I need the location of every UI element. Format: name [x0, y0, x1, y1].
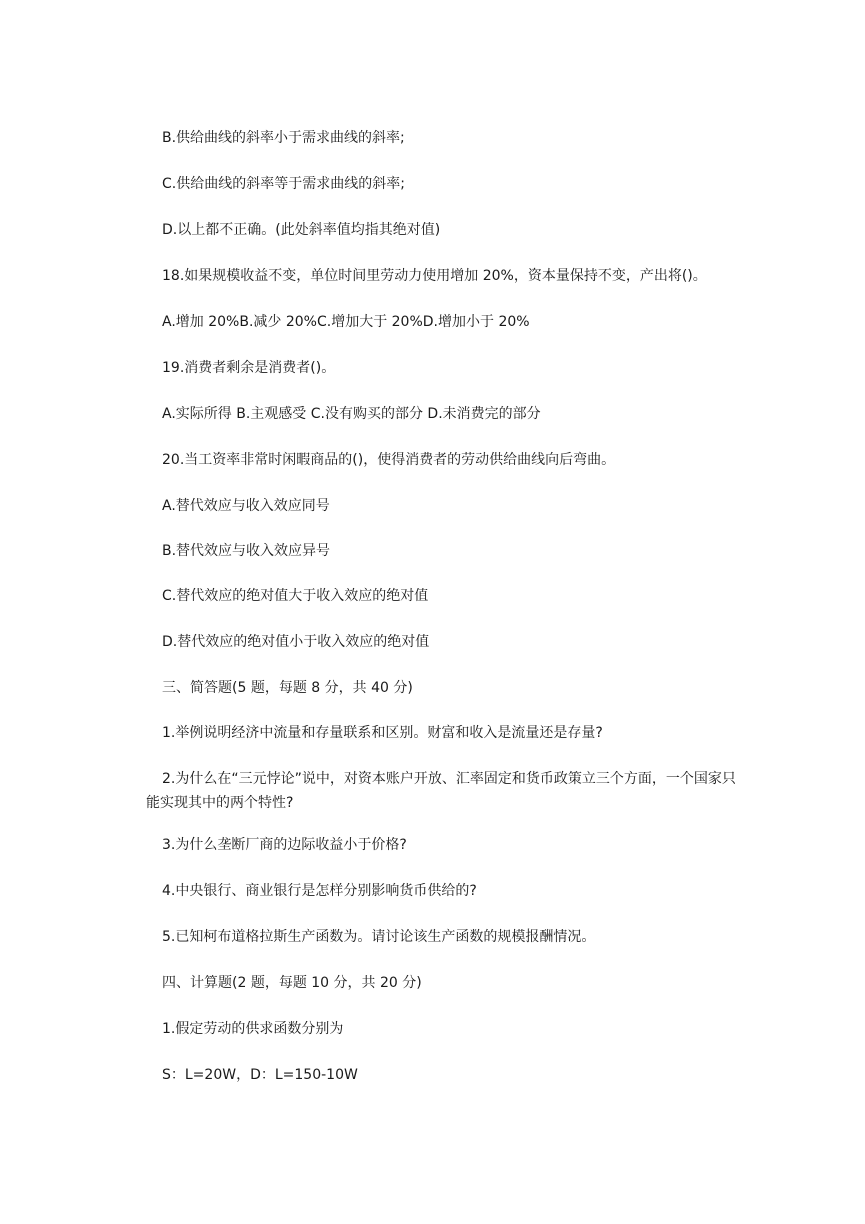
section-4-heading: 四、计算题(2 题，每题 10 分，共 20 分)	[162, 975, 422, 991]
question-20-option-d: D.替代效应的绝对值小于收入效应的绝对值	[162, 634, 430, 650]
question-19: 19.消费者剩余是消费者()。	[162, 360, 336, 376]
question-19-options: A.实际所得 B.主观感受 C.没有购买的部分 D.未消费完的部分	[162, 406, 541, 422]
question-20: 20.当工资率非常时闲暇商品的()，使得消费者的劳动供给曲线向后弯曲。	[162, 452, 616, 468]
option-b-supply-slope-less: B.供给曲线的斜率小于需求曲线的斜率;	[162, 130, 405, 146]
section-3-heading: 三、简答题(5 题，每题 8 分，共 40 分)	[162, 680, 413, 696]
short-answer-5: 5.已知柯布道格拉斯生产函数为。请讨论该生产函数的规模报酬情况。	[162, 929, 596, 945]
question-18: 18.如果规模收益不变，单位时间里劳动力使用增加 20%，资本量保持不变，产出将()。	[162, 268, 707, 284]
short-answer-3: 3.为什么垄断厂商的边际收益小于价格?	[162, 837, 407, 853]
calculation-1: 1.假定劳动的供求函数分别为	[162, 1021, 344, 1037]
short-answer-4: 4.中央银行、商业银行是怎样分别影响货币供给的?	[162, 883, 477, 899]
supply-demand-functions: S：L=20W，D：L=150-10W	[162, 1067, 358, 1083]
question-20-option-c: C.替代效应的绝对值大于收入效应的绝对值	[162, 588, 429, 604]
short-answer-2: 2.为什么在“三元悖论”说中，对资本账户开放、汇率固定和货币政策立三个方面，一个国家只能实现其中的两个特性?	[146, 771, 736, 811]
short-answer-1: 1.举例说明经济中流量和存量联系和区别。财富和收入是流量还是存量?	[162, 725, 603, 741]
question-18-options: A.增加 20%B.减少 20%C.增加大于 20%D.增加小于 20%	[162, 314, 530, 330]
question-20-option-a: A.替代效应与收入效应同号	[162, 498, 330, 514]
option-c-supply-slope-equal: C.供给曲线的斜率等于需求曲线的斜率;	[162, 176, 405, 192]
option-d-none-correct: D.以上都不正确。(此处斜率值均指其绝对值)	[162, 222, 441, 238]
question-20-option-b: B.替代效应与收入效应异号	[162, 543, 331, 559]
